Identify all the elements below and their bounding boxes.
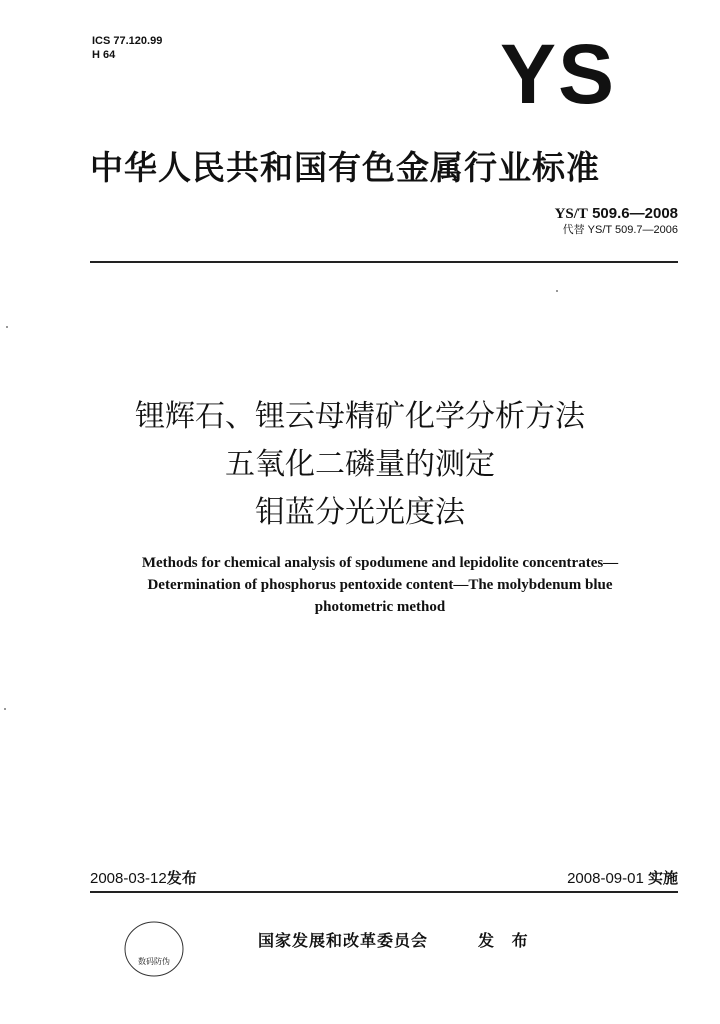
stamp-ring bbox=[125, 922, 183, 976]
replaces-standard: 代替 YS/T 509.7—2006 bbox=[562, 224, 678, 236]
scan-speck bbox=[6, 326, 8, 328]
cn-title-line-3: 钼蓝分光光度法 bbox=[255, 495, 465, 530]
issue-date-block bbox=[90, 868, 197, 889]
ccs-code: H 64 bbox=[92, 49, 116, 61]
scan-speck bbox=[4, 708, 6, 710]
en-title bbox=[100, 552, 660, 618]
issuing-action: 发 布 bbox=[478, 931, 534, 950]
header-divider bbox=[90, 261, 678, 263]
standard-prefix: YS/T bbox=[554, 206, 588, 222]
effective-date-block bbox=[567, 868, 678, 889]
footer-divider bbox=[90, 891, 678, 893]
standard-code: 509.6—2008 bbox=[592, 205, 678, 222]
cn-title-line-1: 锂辉石、锂云母精矿化学分析方法 bbox=[135, 399, 585, 434]
standard-category-title: 中华人民共和国有色金属行业标准 bbox=[90, 148, 600, 187]
issue-label: 发布 bbox=[166, 869, 197, 887]
stamp-text: 数码防伪 bbox=[138, 957, 170, 966]
anti-counterfeit-stamp bbox=[122, 918, 186, 980]
issue-date: 2008-03-12 bbox=[90, 870, 167, 887]
standard-number bbox=[555, 205, 678, 223]
en-title-line-2: Determination of phosphorus pentoxide content—The molybdenum blue bbox=[147, 577, 613, 593]
en-title-line-1: Methods for chemical analysis of spodumene and lepidolite concentrates— bbox=[141, 555, 619, 571]
standard-number-block bbox=[555, 205, 678, 237]
ics-code: ICS 77.120.99 bbox=[92, 35, 163, 47]
effective-date: 2008-09-01 bbox=[567, 870, 644, 887]
ys-logo: YS bbox=[500, 27, 617, 121]
scan-speck bbox=[556, 290, 558, 292]
classification-codes bbox=[92, 34, 162, 62]
issuing-authority: 国家发展和改革委员会 bbox=[258, 931, 429, 950]
en-title-line-3: photometric method bbox=[314, 599, 446, 615]
effective-label: 实施 bbox=[647, 869, 678, 887]
cn-title-line-2: 五氧化二磷量的测定 bbox=[225, 447, 495, 482]
